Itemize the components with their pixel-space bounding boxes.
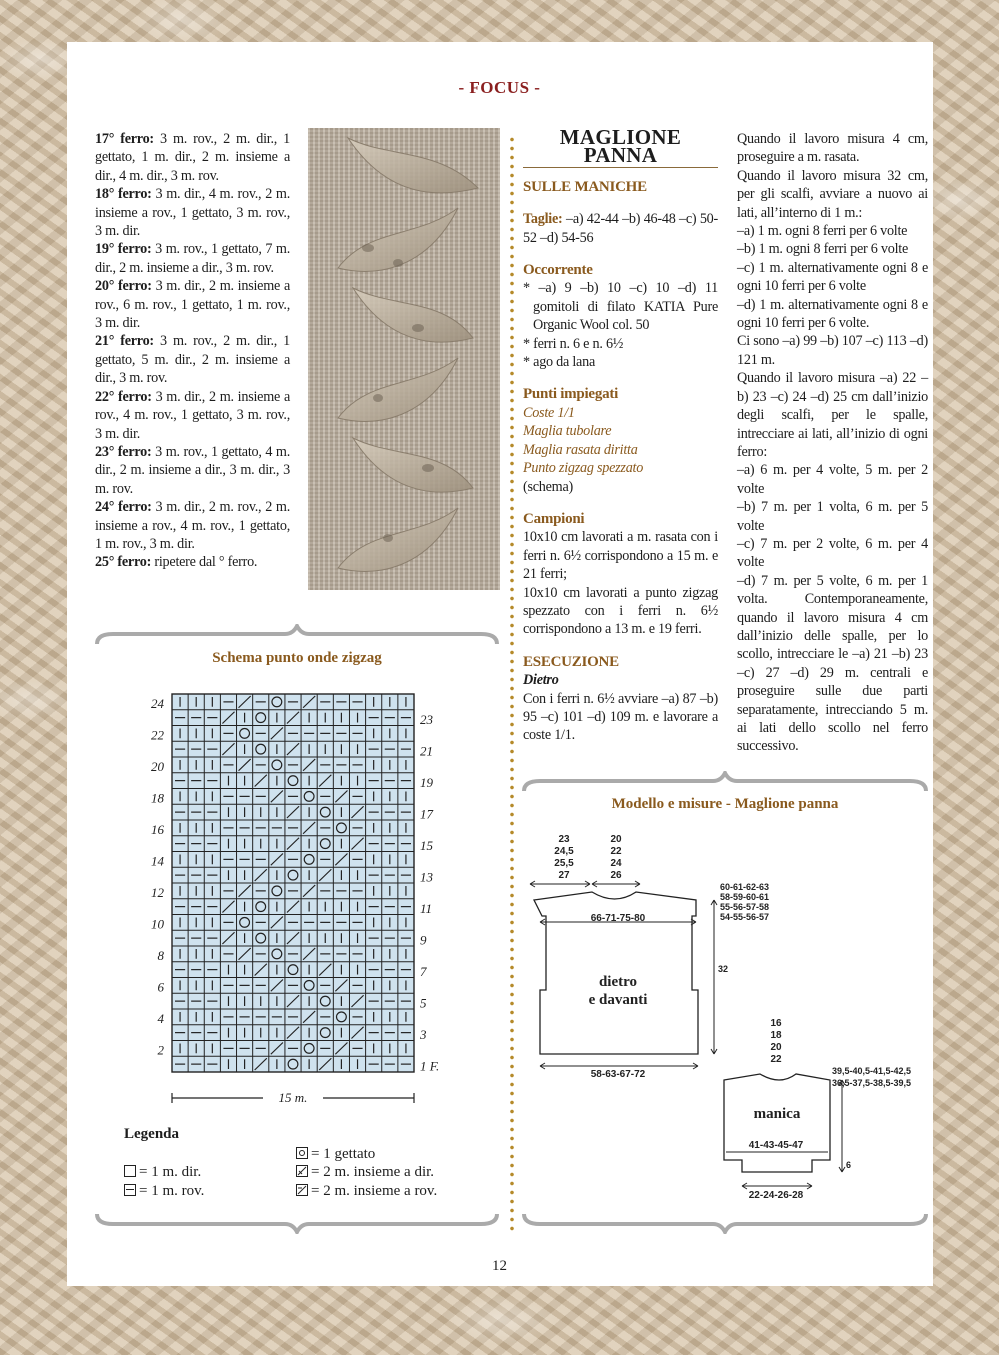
row-number-right: 5 xyxy=(420,995,427,1011)
row-number-left: 14 xyxy=(151,853,164,869)
row-number-left: 24 xyxy=(151,696,164,712)
dim-label: 20 xyxy=(770,1042,782,1053)
row-text: ripetere dal ° ferro. xyxy=(151,554,258,571)
section-bracket-top-right xyxy=(520,771,930,793)
row-number-right: 11 xyxy=(420,900,433,916)
row-number-left: 8 xyxy=(157,948,164,964)
row-text: 3 m. dir., 2 m. insieme a rov., 6 m. rov., 1 gettato, 1 m. rov., 3 m. dir. xyxy=(95,278,290,332)
row-number-right: 9 xyxy=(420,932,427,948)
p2tog-icon xyxy=(296,1184,308,1196)
stitch-count-label: 15 m. xyxy=(278,1090,308,1105)
section-bracket-top xyxy=(93,624,501,646)
page-number: 12 xyxy=(492,1258,507,1274)
middle-column xyxy=(523,125,718,745)
row-number-left: 16 xyxy=(151,822,164,838)
campioni-text: 10x10 cm lavorati a punto zigzag spezzato con i ferri n. 6½ corrispondono a 13 m. e 19 ferri. xyxy=(523,584,718,638)
row-label: 22° ferro: xyxy=(95,388,152,405)
dim-label: 66-71-75-80 xyxy=(590,913,646,924)
row-number-left: 4 xyxy=(157,1011,164,1027)
legend-rov xyxy=(124,1183,204,1200)
row-text: 3 m. dir., 2 m. rov., 2 m. insieme a rov., 4 m. rov., 1 gettato, 1 m. rov., 3 m. dir. xyxy=(95,499,290,552)
campioni-heading: Campioni xyxy=(523,510,585,527)
instruction-paragraph: –a) 1 m. ogni 8 ferri per 6 volte xyxy=(737,223,908,240)
row-number-right: 3 xyxy=(420,1026,427,1042)
occorrente-item: * ferri n. 6 e n. 6½ xyxy=(523,335,624,352)
legend-dir xyxy=(124,1164,201,1181)
page-header: - FOCUS - xyxy=(458,78,541,97)
dim-label: 32 xyxy=(718,964,729,974)
instruction-paragraph: –c) 7 m. per 2 volte, 6 m. per 4 volte xyxy=(737,535,928,571)
dim-label: 55-56-57-58 xyxy=(720,902,770,912)
body-label: dietro xyxy=(598,974,638,990)
dim-label: 24 xyxy=(610,858,622,869)
row-number-right: 21 xyxy=(420,743,433,759)
dietro-text: Con i ferri n. 6½ avviare –a) 87 –b) 95 –c) 101 –d) 109 m. e lavorare a coste 1/1. xyxy=(523,690,718,744)
stitch-photo xyxy=(308,128,500,590)
row-label: 18° ferro: xyxy=(95,186,152,203)
row-text: 3 m. rov., 1 gettato, 7 m. dir., 2 m. insieme a dir., 3 m. rov. xyxy=(95,241,290,276)
row-label: 21° ferro: xyxy=(95,333,154,350)
legend-rov-text: = 1 m. rov. xyxy=(139,1183,205,1199)
punti-note: (schema) xyxy=(523,478,573,495)
dim-label: 22 xyxy=(610,846,622,857)
row-label: 17° ferro: xyxy=(95,131,154,147)
stitch-photo-texture xyxy=(308,128,500,590)
occorrente-heading: Occorrente xyxy=(523,262,593,279)
garment-schematic xyxy=(520,820,930,1220)
instruction-paragraph: Quando il lavoro misura 32 cm, per gli scalfi, avviare a nuovo ai lati, all’interno di 1 m.: xyxy=(737,167,928,221)
row-number-right: 17 xyxy=(420,806,433,822)
dim-label: 24,5 xyxy=(554,846,574,857)
instruction-paragraph: Quando il lavoro misura 4 cm, proseguire a m. rasata. xyxy=(737,131,928,166)
article-title: MAGLIONE PANNA xyxy=(523,128,718,168)
instruction-paragraph: –a) 6 m. per 4 volte, 5 m. per 2 volte xyxy=(737,462,928,497)
dim-label: 16 xyxy=(770,1018,782,1029)
taglie-text: –a) 42-44 –b) 46-48 –c) 50-52 –d) 54-56 xyxy=(523,211,718,246)
row-number-right: 15 xyxy=(420,837,433,853)
instruction-row xyxy=(95,553,290,571)
instruction-paragraph: Quando il lavoro misura –a) 22 –b) 23 –c) 24 –d) 25 cm dall’inizio degli scalfi, per le spalle, intrecciare ai lati, all’inizio di ogni ferro: xyxy=(737,370,928,460)
left-instructions-column xyxy=(95,130,290,572)
row-text: 3 m. dir., 2 m. insieme a rov., 4 m. rov., 1 gettato, 3 m. rov., 3 m. dir. xyxy=(95,388,290,442)
instruction-row xyxy=(95,332,290,387)
legend-title: Legenda xyxy=(124,1126,180,1142)
dim-label: 18 xyxy=(770,1030,782,1041)
dim-label: 22-24-26-28 xyxy=(748,1190,804,1201)
instruction-paragraph: –c) 1 m. alternativamente ogni 8 e ogni 10 ferri per 6 volte xyxy=(737,259,928,295)
dim-label: 20 xyxy=(610,834,622,845)
row-number-left: 2 xyxy=(157,1042,164,1058)
row-number-right: 7 xyxy=(420,963,427,979)
occorrente-item: * ago da lana xyxy=(523,354,595,371)
punti-heading: Punti impiegati xyxy=(523,386,619,403)
legend-ins-dir xyxy=(296,1164,434,1181)
campioni-text: 10x10 cm lavorati a m. rasata con i ferri n. 6½ corrispondono a 15 m. e 21 ferri; xyxy=(523,529,718,583)
instruction-row xyxy=(95,130,290,185)
section-bracket-bottom xyxy=(93,1212,501,1234)
yarn-over-icon xyxy=(296,1147,308,1159)
row-label: 25° ferro: xyxy=(95,554,152,571)
row-number-left: 22 xyxy=(151,727,164,743)
legend-ins-rov xyxy=(296,1183,437,1200)
punto-item: Coste 1/1 xyxy=(523,404,575,421)
taglie-paragraph xyxy=(523,210,718,247)
instruction-row xyxy=(95,185,290,240)
dim-label: 36,5-37,5-38,5-39,5 xyxy=(832,1078,912,1088)
subtitle: SULLE MANICHE xyxy=(523,178,647,195)
row-number-right: 13 xyxy=(420,869,433,885)
knit-symbol-icon xyxy=(124,1165,136,1177)
instruction-paragraph: –b) 1 m. ogni 8 ferri per 6 volte xyxy=(737,241,909,258)
row-number-left: 18 xyxy=(151,790,164,806)
punto-item: Maglia rasata diritta xyxy=(523,441,638,458)
row-label: 24° ferro: xyxy=(95,499,152,516)
dim-label: 25,5 xyxy=(554,858,574,869)
legend-ins-dir-text: = 2 m. insieme a dir. xyxy=(311,1164,435,1180)
row-label: 23° ferro: xyxy=(95,443,152,460)
legend-gettato-text: = 1 gettato xyxy=(311,1146,376,1162)
instruction-paragraph: –d) 1 m. alternativamente ogni 8 e ogni 10 ferri per 6 volte. xyxy=(737,296,928,332)
legend-ins-rov-text: = 2 m. insieme a rov. xyxy=(311,1183,438,1199)
row-text: 3 m. rov., 1 gettato, 4 m. dir., 2 m. insieme a dir., 3 m. dir., 3 m. rov. xyxy=(95,443,290,497)
purl-symbol-icon xyxy=(124,1184,136,1196)
row-number-right: 19 xyxy=(420,774,433,790)
row-text: 3 m. rov., 2 m. dir., 1 gettato, 5 m. dir., 2 m. insieme a dir., 3 m. rov. xyxy=(95,333,290,387)
dim-label: 22 xyxy=(770,1054,782,1065)
row-number-left: 12 xyxy=(151,885,164,901)
instruction-paragraph: –d) 7 m. per 5 volte, 6 m. per 1 volta. Contemporaneamente, quando il lavoro misura 4 cm dall’inizio delle spalle, per lo scollo, intrecciare le –a) 21 –b) 23 –c) 27 –d) 29 m. centrali e proseguire sulle due parti separatamente, intrecciando 5 m. ai lati dello scollo nel ferro successivo. xyxy=(737,572,928,755)
k2tog-icon xyxy=(296,1165,308,1177)
punto-item: Maglia tubolare xyxy=(523,423,612,440)
row-label: 19° ferro: xyxy=(95,241,152,258)
instruction-paragraph: Ci sono –a) 99 –b) 107 –c) 113 –d) 121 m. xyxy=(737,333,928,368)
schema-title: Modello e misure - Maglione panna xyxy=(611,796,839,812)
instruction-paragraph: –b) 7 m. per 1 volta, 6 m. per 5 volte xyxy=(737,499,928,534)
instruction-row xyxy=(95,443,290,498)
dim-label: 41-43-45-47 xyxy=(748,1140,804,1151)
row-text: 3 m. dir., 4 m. rov., 2 m. insieme a rov., 1 gettato, 3 m. rov., 3 m. dir. xyxy=(95,186,290,240)
dim-label: 26 xyxy=(610,870,622,881)
instruction-row xyxy=(95,240,290,277)
row-number-right: 1 F. xyxy=(420,1058,440,1074)
dim-label: 6 xyxy=(846,1160,852,1170)
taglie-label: Taglie: xyxy=(523,211,563,228)
dim-label: 23 xyxy=(558,834,570,845)
dim-label: 60-61-62-63 xyxy=(720,882,770,892)
esecuzione-heading: ESECUZIONE xyxy=(523,653,619,670)
instruction-row xyxy=(95,277,290,332)
dim-label: 58-63-67-72 xyxy=(590,1069,646,1080)
row-number-left: 20 xyxy=(151,759,164,775)
instruction-row xyxy=(95,388,290,443)
dotted-divider xyxy=(510,135,514,1235)
knitting-chart xyxy=(134,688,454,1113)
dim-label: 27 xyxy=(558,870,570,881)
row-label: 20° ferro: xyxy=(95,278,152,295)
body-label: e davanti xyxy=(588,992,648,1008)
legend-dir-text: = 1 m. dir. xyxy=(139,1164,202,1180)
legend-gettato xyxy=(296,1146,375,1163)
dim-label: 58-59-60-61 xyxy=(720,892,770,902)
row-number-left: 6 xyxy=(157,979,164,995)
row-number-right: 23 xyxy=(420,711,433,727)
sleeve-label: manica xyxy=(753,1106,801,1122)
row-number-left: 10 xyxy=(151,916,164,932)
chart-title: Schema punto onde zigzag xyxy=(212,650,382,666)
dim-label: 39,5-40,5-41,5-42,5 xyxy=(832,1066,912,1076)
dim-label: 54-55-56-57 xyxy=(720,912,770,922)
instruction-row xyxy=(95,498,290,553)
row-text: 3 m. rov., 2 m. dir., 1 gettato, 1 m. dir., 2 m. insieme a dir., 4 m. dir., 3 m. rov. xyxy=(95,131,290,184)
punto-item: Punto zigzag spezzato xyxy=(523,460,644,477)
right-instructions-column xyxy=(737,130,928,756)
occorrente-item: * –a) 9 –b) 10 –c) 10 –d) 11 gomitoli di filato KATIA Pure Organic Wool col. 50 xyxy=(523,280,718,334)
dietro-heading: Dietro xyxy=(523,672,559,689)
